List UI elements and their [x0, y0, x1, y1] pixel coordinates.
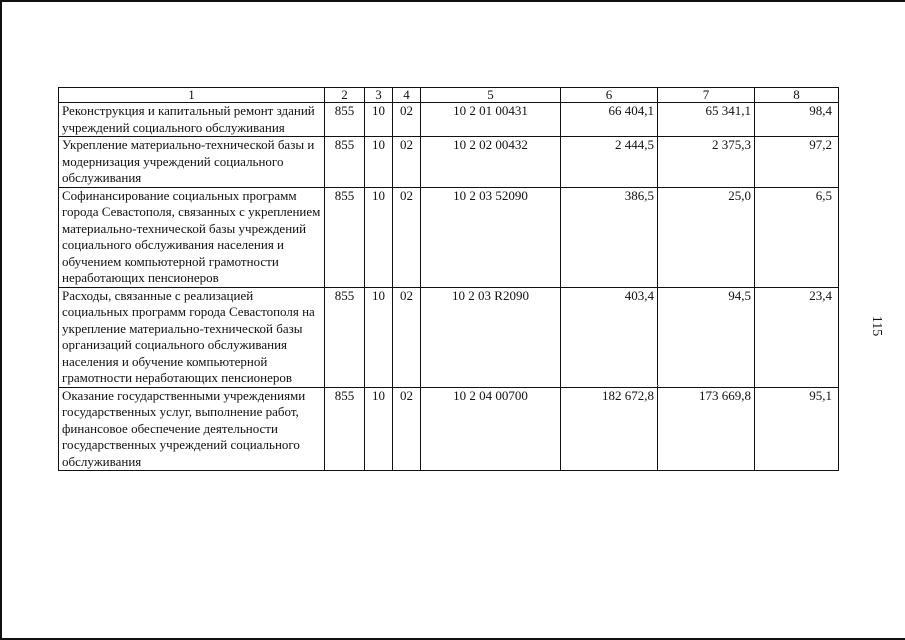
cell-target-article: 10 2 04 00700	[421, 387, 561, 471]
cell-target-article: 10 2 03 52090	[421, 187, 561, 287]
column-header: 6	[561, 88, 658, 103]
table-row	[59, 287, 839, 387]
cell-actual: 94,5	[658, 287, 755, 387]
cell-subsection: 02	[393, 387, 421, 471]
page-number: 115	[869, 315, 885, 337]
row-name: Укрепление материально-технической базы и модернизация учреждений социального обслуживания	[59, 137, 325, 188]
cell-target-article: 10 2 01 00431	[421, 103, 561, 137]
table-row	[59, 103, 839, 137]
cell-subsection: 02	[393, 187, 421, 287]
cell-target-article: 10 2 02 00432	[421, 137, 561, 188]
cell-section: 10	[365, 103, 393, 137]
column-header: 4	[393, 88, 421, 103]
row-name: Расходы, связанные с реализацией социальных программ города Севастополя на укрепление материально-технической базы организаций социального обслуживания населения и обучение компьютерной грамотности неработающих пенсионеров	[59, 287, 325, 387]
cell-subsection: 02	[393, 287, 421, 387]
cell-section: 10	[365, 287, 393, 387]
row-name: Софинансирование социальных программ города Севастополя, связанных с укреплением материально-технической базы учреждений социального обслуживания населения и обучением компьютерной грамотности неработающих пенсионеров	[59, 187, 325, 287]
table-row	[59, 387, 839, 471]
column-header: 7	[658, 88, 755, 103]
cell-percent: 23,4	[755, 287, 839, 387]
column-header: 8	[755, 88, 839, 103]
budget-table	[58, 87, 839, 471]
cell-target-article: 10 2 03 R2090	[421, 287, 561, 387]
cell-plan: 403,4	[561, 287, 658, 387]
cell-plan: 182 672,8	[561, 387, 658, 471]
cell-section: 10	[365, 137, 393, 188]
cell-plan: 386,5	[561, 187, 658, 287]
cell-percent: 97,2	[755, 137, 839, 188]
cell-section: 10	[365, 387, 393, 471]
table-header-row	[59, 88, 839, 103]
cell-percent: 98,4	[755, 103, 839, 137]
cell-ministry-code: 855	[325, 387, 365, 471]
cell-section: 10	[365, 187, 393, 287]
table-row	[59, 187, 839, 287]
cell-ministry-code: 855	[325, 103, 365, 137]
cell-subsection: 02	[393, 137, 421, 188]
column-header: 2	[325, 88, 365, 103]
scan-speck	[657, 385, 659, 386]
cell-actual: 173 669,8	[658, 387, 755, 471]
column-header: 5	[421, 88, 561, 103]
cell-actual: 25,0	[658, 187, 755, 287]
cell-plan: 66 404,1	[561, 103, 658, 137]
cell-ministry-code: 855	[325, 137, 365, 188]
row-name: Реконструкция и капитальный ремонт зданий учреждений социального обслуживания	[59, 103, 325, 137]
cell-actual: 2 375,3	[658, 137, 755, 188]
cell-percent: 6,5	[755, 187, 839, 287]
cell-plan: 2 444,5	[561, 137, 658, 188]
table-row	[59, 137, 839, 188]
cell-subsection: 02	[393, 103, 421, 137]
cell-actual: 65 341,1	[658, 103, 755, 137]
row-name: Оказание государственными учреждениями государственных услуг, выполнение работ, финансовое обеспечение деятельности государственных учреждений социального обслуживания	[59, 387, 325, 471]
cell-ministry-code: 855	[325, 187, 365, 287]
column-header: 1	[59, 88, 325, 103]
cell-ministry-code: 855	[325, 287, 365, 387]
cell-percent: 95,1	[755, 387, 839, 471]
column-header: 3	[365, 88, 393, 103]
